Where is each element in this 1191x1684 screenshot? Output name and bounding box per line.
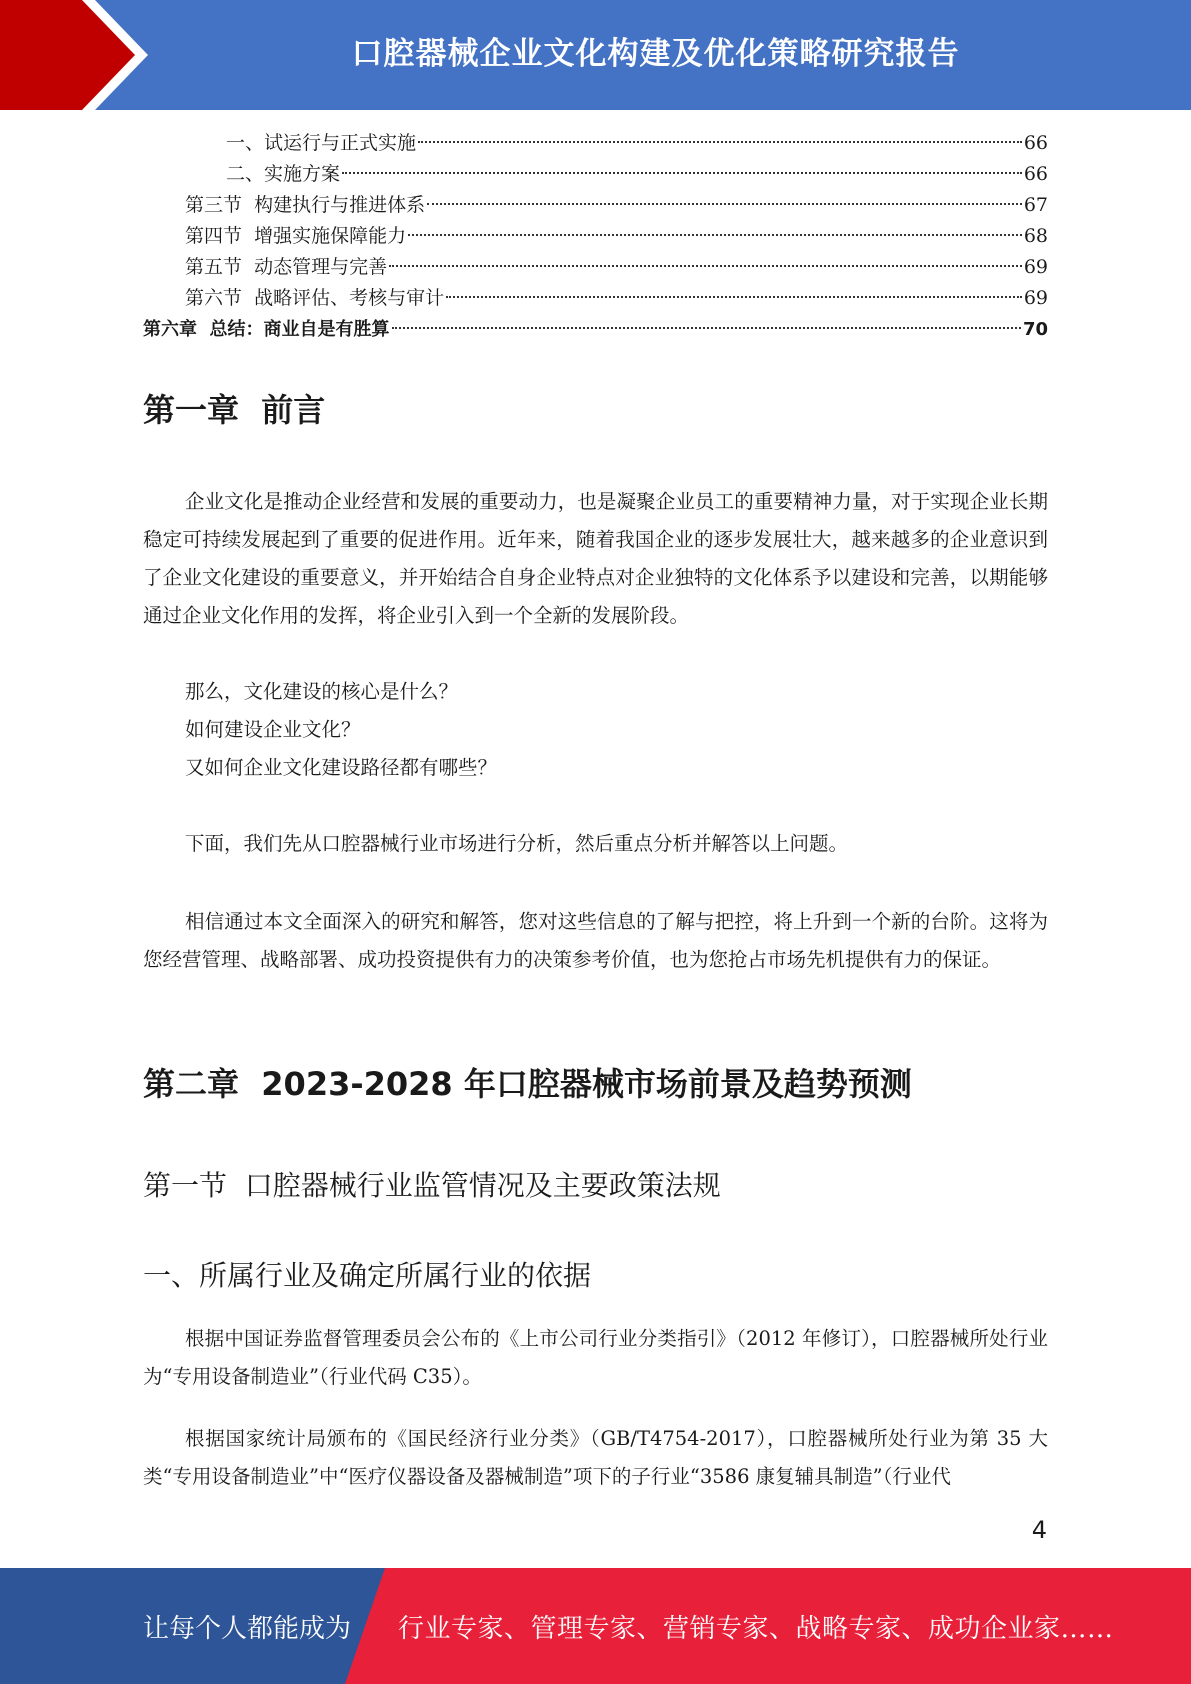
footer-slogan-right: 行业专家、管理专家、营销专家、战略专家、成功企业家…… [398, 1614, 1114, 1644]
footer-slogan-left: 让每个人都能成为 [143, 1614, 352, 1644]
chapter-1-paragraph-2: 下面，我们先从口腔器械行业市场进行分析，然后重点分析并解答以上问题。 [185, 832, 849, 855]
page-header [0, 0, 1191, 110]
toc-entry-chapter[interactable] [143, 314, 1048, 345]
chapter-1-heading: 第一章 前言 [143, 391, 326, 429]
toc-entry-text: 第四节 增强实施保障能力 [185, 225, 407, 247]
toc-leader-dots [427, 203, 1022, 205]
toc-entry[interactable] [143, 252, 1048, 283]
toc-leader-dots [342, 172, 1022, 174]
toc-entry-page: 69 [1023, 287, 1048, 309]
page-number: 4 [1031, 1516, 1047, 1544]
toc-entry-page: 67 [1023, 194, 1048, 216]
toc-entry-page: 66 [1023, 132, 1048, 154]
toc-leader-dots [389, 265, 1022, 267]
toc-entry[interactable] [143, 128, 1048, 159]
header-arrow-decoration [0, 0, 160, 110]
toc-entry-text: 一、试运行与正式实施 [226, 132, 417, 154]
toc-leader-dots [408, 234, 1022, 236]
toc-entry-page: 66 [1023, 163, 1048, 185]
chapter-2-paragraph-2: 根据国家统计局颁布的《国民经济行业分类》（GB/T4754-2017），口腔器械所处行业为第 35 大类“专用设备制造业”中“医疗仪器设备及器械制造”项下的子行业“3586 康复辅具制造”（行业代 [143, 1427, 1048, 1488]
report-title: 口腔器械企业文化构建及优化策略研究报告 [351, 36, 960, 72]
chapter-2-heading: 第二章 2023-2028 年口腔器械市场前景及趋势预测 [143, 1065, 912, 1103]
subsection-1-heading: 一、所属行业及确定所属行业的依据 [143, 1259, 592, 1292]
toc-entry-page: 69 [1023, 256, 1048, 278]
toc-leader-dots [392, 327, 1021, 329]
table-of-contents [143, 128, 1048, 345]
toc-leader-dots [446, 296, 1022, 298]
question-3: 又如何企业文化建设路径都有哪些？ [185, 756, 498, 779]
chapter-1-paragraph-3: 相信通过本文全面深入的研究和解答，您对这些信息的了解与把控，将上升到一个新的台阶。这将为您经营管理、战略部署、成功投资提供有力的决策参考价值，也为您抢占市场先机提供有力的保证。 [143, 910, 1048, 971]
chapter-1-paragraph-1: 企业文化是推动企业经营和发展的重要动力，也是凝聚企业员工的重要精神力量，对于实现企业长期稳定可持续发展起到了重要的促进作用。近年来，随着我国企业的逐步发展壮大，越来越多的企业意识到了企业文化建设的重要意义，并开始结合自身企业特点对企业独特的文化体系予以建设和完善，以期能够通过企业文化作用的发挥，将企业引入到一个全新的发展阶段。 [143, 490, 1048, 627]
toc-entry-text: 第六章 总结：商业自是有胜算 [143, 319, 390, 340]
toc-entry-text: 二、实施方案 [226, 163, 341, 185]
question-1: 那么，文化建设的核心是什么？ [185, 680, 459, 703]
toc-entry[interactable] [143, 283, 1048, 314]
toc-entry[interactable] [143, 221, 1048, 252]
toc-entry-text: 第六节 战略评估、考核与审计 [185, 287, 445, 309]
chapter-2-paragraph-1: 根据中国证券监督管理委员会公布的《上市公司行业分类指引》（2012 年修订），口腔器械所处行业为“专用设备制造业”（行业代码 C35）。 [143, 1327, 1048, 1388]
toc-entry[interactable] [143, 190, 1048, 221]
section-1-heading: 第一节 口腔器械行业监管情况及主要政策法规 [143, 1169, 721, 1202]
page-footer [0, 1568, 1191, 1684]
toc-entry-text: 第五节 动态管理与完善 [185, 256, 388, 278]
toc-entry-text: 第三节 构建执行与推进体系 [185, 194, 426, 216]
toc-entry[interactable] [143, 159, 1048, 190]
question-2: 如何建设企业文化？ [185, 718, 361, 741]
toc-entry-page: 68 [1023, 225, 1048, 247]
toc-leader-dots [418, 141, 1022, 143]
toc-entry-page: 70 [1022, 319, 1048, 340]
